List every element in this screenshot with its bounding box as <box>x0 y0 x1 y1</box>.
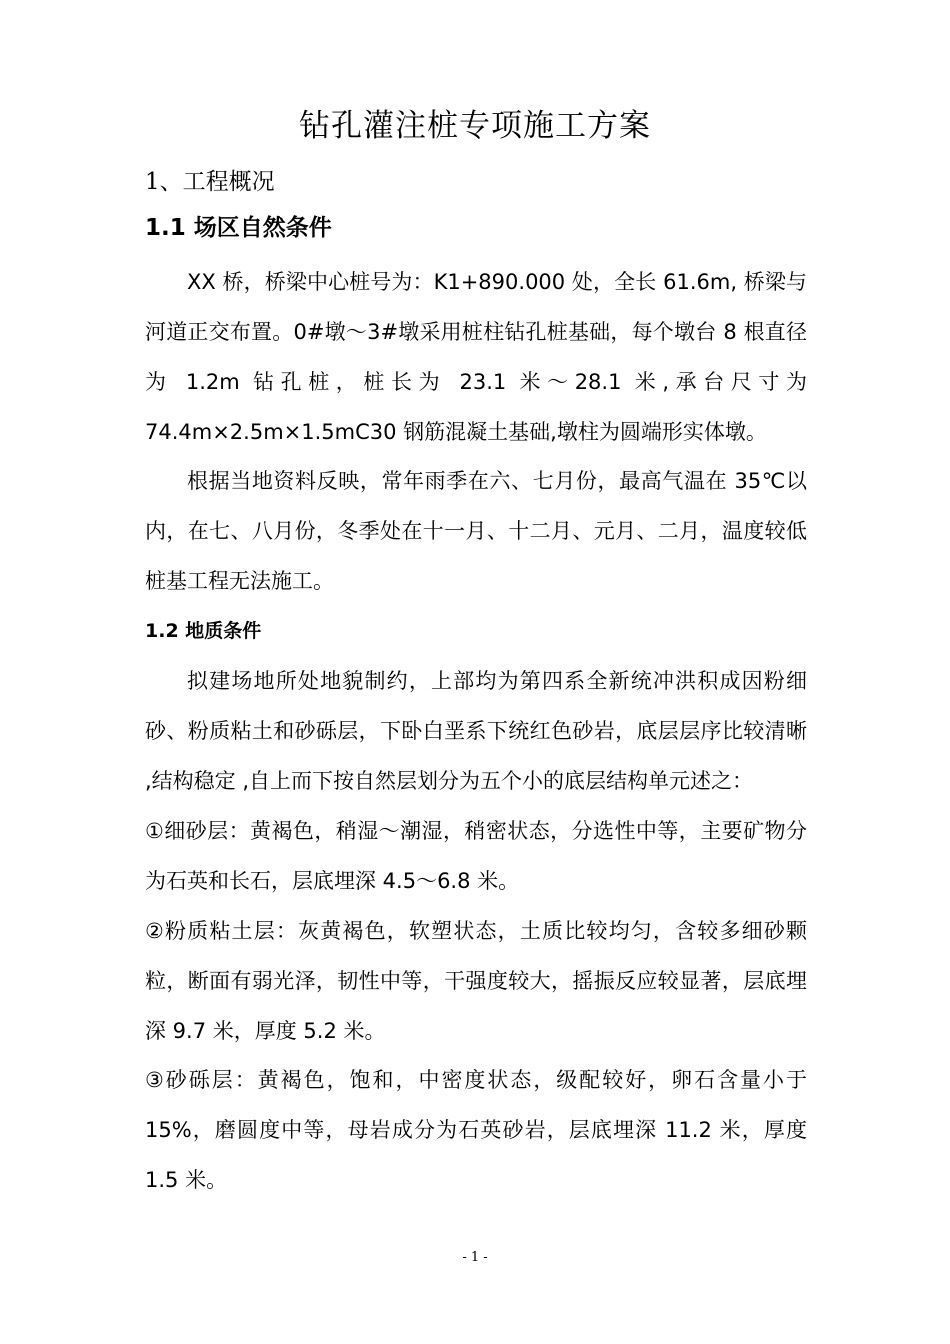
subsection-heading-geology: 1.2 地质条件 <box>145 620 262 642</box>
paragraph-geology-intro: 拟建场地所处地貌制约，上部均为第四系全新统冲洪积成因粉细砂、粉质粘土和砂砾层，下卧白垩系下统红色砂岩，底层层序比较清晰 ,结构稳定 ,自上而下按自然层划分为五个小的底层结构单元述之： <box>145 669 807 793</box>
document-title: 钻孔灌注桩专项施工方案 <box>299 108 651 144</box>
paragraph-layer-silty-clay: ②粉质粘土层：灰黄褐色，软塑状态，土质比较均匀，含较多细砂颗粒，断面有弱光泽，韧性中等，干强度较大，摇振反应较显著，层底埋深 9.7 米，厚度 5.2 米。 <box>145 919 807 1043</box>
paragraph-bridge-description: XX 桥，桥梁中心桩号为：K1+890.000 处，全长 61.6m, 桥梁与河道正交布置。0#墩～3#墩采用桩柱钻孔桩基础，每个墩台 8 根直径为 1.2m 钻孔桩，桩长为 23.1 米～28.1 米,承台尺寸为 74.4m×2.5m×1.5mC30 钢筋混凝土基础,墩柱为圆端形实体墩。 <box>145 270 807 444</box>
paragraph-climate: 根据当地资料反映，常年雨季在六、七月份，最高气温在 35℃以内，在七、八月份，冬季处在十一月、十二月、元月、二月，温度较低桩基工程无法施工。 <box>145 469 807 593</box>
page-number: - 1 - <box>462 1250 488 1265</box>
subsection-heading-natural-conditions: 1.1 场区自然条件 <box>145 215 332 241</box>
paragraph-layer-gravel: ③砂砾层：黄褐色，饱和，中密度状态，级配较好，卵石含量小于 15%，磨圆度中等，母岩成分为石英砂岩，层底埋深 11.2 米，厚度 1.5 米。 <box>145 1068 807 1192</box>
section-heading-overview: 1、工程概况 <box>145 169 275 195</box>
paragraph-layer-fine-sand: ①细砂层：黄褐色，稍湿～潮湿，稍密状态，分选性中等，主要矿物分为石英和长石，层底埋深 4.5～6.8 米。 <box>145 819 807 893</box>
